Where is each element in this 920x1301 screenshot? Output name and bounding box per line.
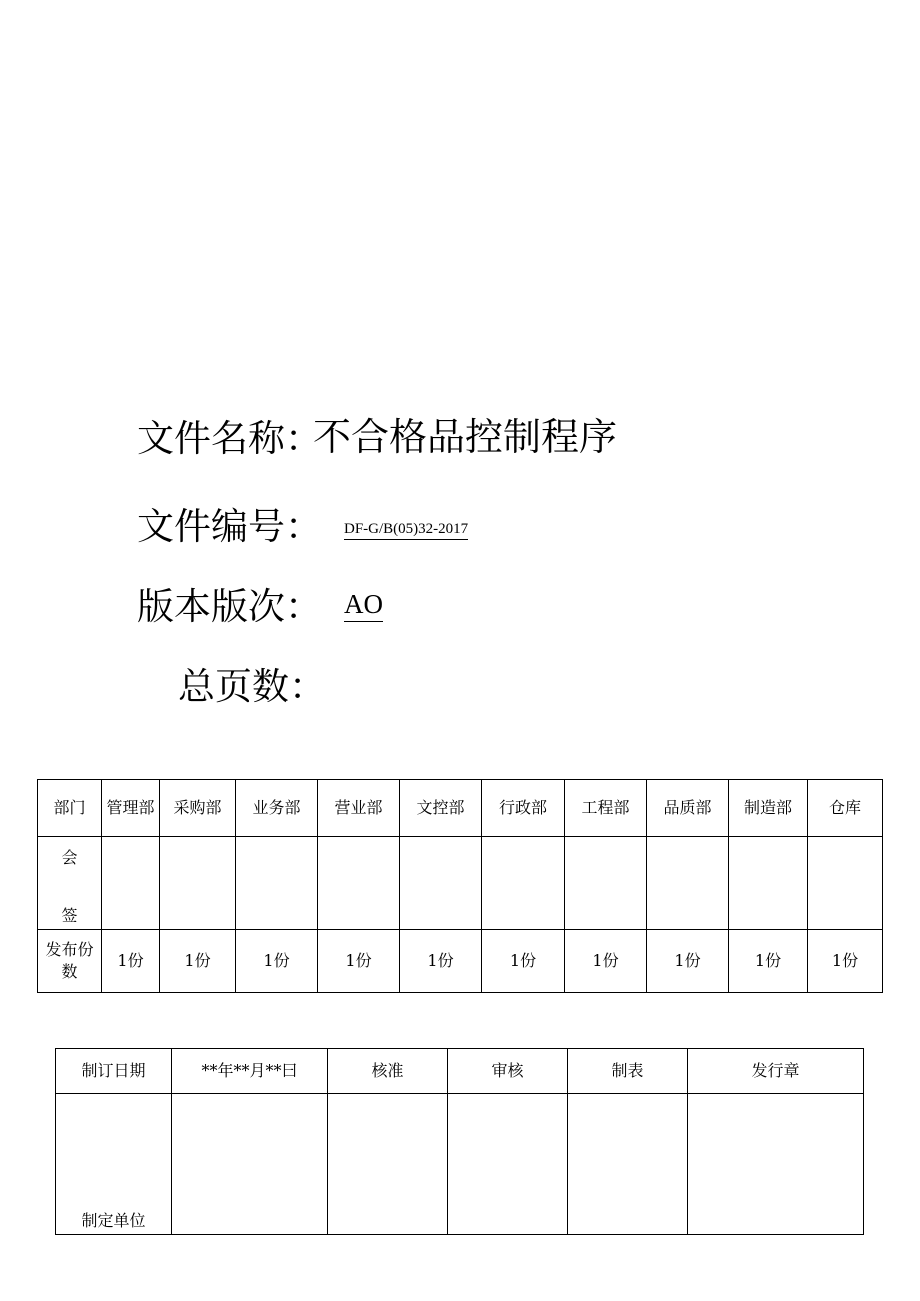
copies-cell: 1份 <box>102 930 160 993</box>
copies-cell: 1份 <box>808 930 883 993</box>
signature-cell <box>729 837 808 930</box>
dept-cell: 行政部 <box>482 780 565 837</box>
file-name-value: 不合格品控制程序 <box>313 415 618 459</box>
approval-cell <box>448 1094 568 1235</box>
dept-cell: 制造部 <box>729 780 808 837</box>
distribution-table <box>37 779 883 993</box>
version-label: 版本版次： <box>137 585 322 628</box>
approval-cell <box>172 1094 328 1235</box>
sign-label-top: 会 <box>61 848 78 867</box>
signature-cell <box>808 837 883 930</box>
copies-label-cell: 发布份数 <box>38 930 102 993</box>
file-code-label: 文件编号： <box>137 505 322 548</box>
dept-cell: 文控部 <box>400 780 482 837</box>
unit-label-cell: 制定单位 <box>56 1094 172 1235</box>
signature-cell <box>318 837 400 930</box>
copies-cell: 1份 <box>236 930 318 993</box>
signature-cell <box>482 837 565 930</box>
signature-cell <box>647 837 729 930</box>
copies-row <box>38 930 883 993</box>
total-pages-label: 总页数： <box>178 665 326 708</box>
copies-cell: 1份 <box>482 930 565 993</box>
approval-cell <box>688 1094 864 1235</box>
dept-header-cell: 部门 <box>38 780 102 837</box>
approval-header-cell: 审核 <box>448 1049 568 1094</box>
signature-row <box>38 837 883 930</box>
approval-cell <box>568 1094 688 1235</box>
signature-cell <box>236 837 318 930</box>
approval-header-cell: **年**月**曰 <box>172 1049 328 1094</box>
copies-cell: 1份 <box>729 930 808 993</box>
approval-header-cell: 发行章 <box>688 1049 864 1094</box>
dept-cell: 营业部 <box>318 780 400 837</box>
file-name-label: 文件名称： <box>137 417 322 460</box>
signature-cell <box>400 837 482 930</box>
copies-cell: 1份 <box>318 930 400 993</box>
approval-table <box>55 1048 864 1235</box>
sign-label-cell <box>38 837 102 930</box>
dept-cell: 品质部 <box>647 780 729 837</box>
approval-header-row <box>56 1049 864 1094</box>
approval-cell <box>328 1094 448 1235</box>
copies-cell: 1份 <box>565 930 647 993</box>
approval-header-cell: 制表 <box>568 1049 688 1094</box>
department-row <box>38 780 883 837</box>
copies-cell: 1份 <box>647 930 729 993</box>
approval-body-row <box>56 1094 864 1235</box>
dept-cell: 工程部 <box>565 780 647 837</box>
signature-cell <box>160 837 236 930</box>
dept-cell: 业务部 <box>236 780 318 837</box>
dept-cell: 仓库 <box>808 780 883 837</box>
signature-cell <box>102 837 160 930</box>
dept-cell: 管理部 <box>102 780 160 837</box>
signature-cell <box>565 837 647 930</box>
approval-header-cell: 核准 <box>328 1049 448 1094</box>
dept-cell: 采购部 <box>160 780 236 837</box>
approval-header-cell: 制订日期 <box>56 1049 172 1094</box>
version-value: AO <box>344 591 383 622</box>
copies-cell: 1份 <box>400 930 482 993</box>
copies-cell: 1份 <box>160 930 236 993</box>
file-code-value: DF-G/B(05)32-2017 <box>344 522 468 540</box>
sign-label-bottom: 签 <box>61 906 78 926</box>
